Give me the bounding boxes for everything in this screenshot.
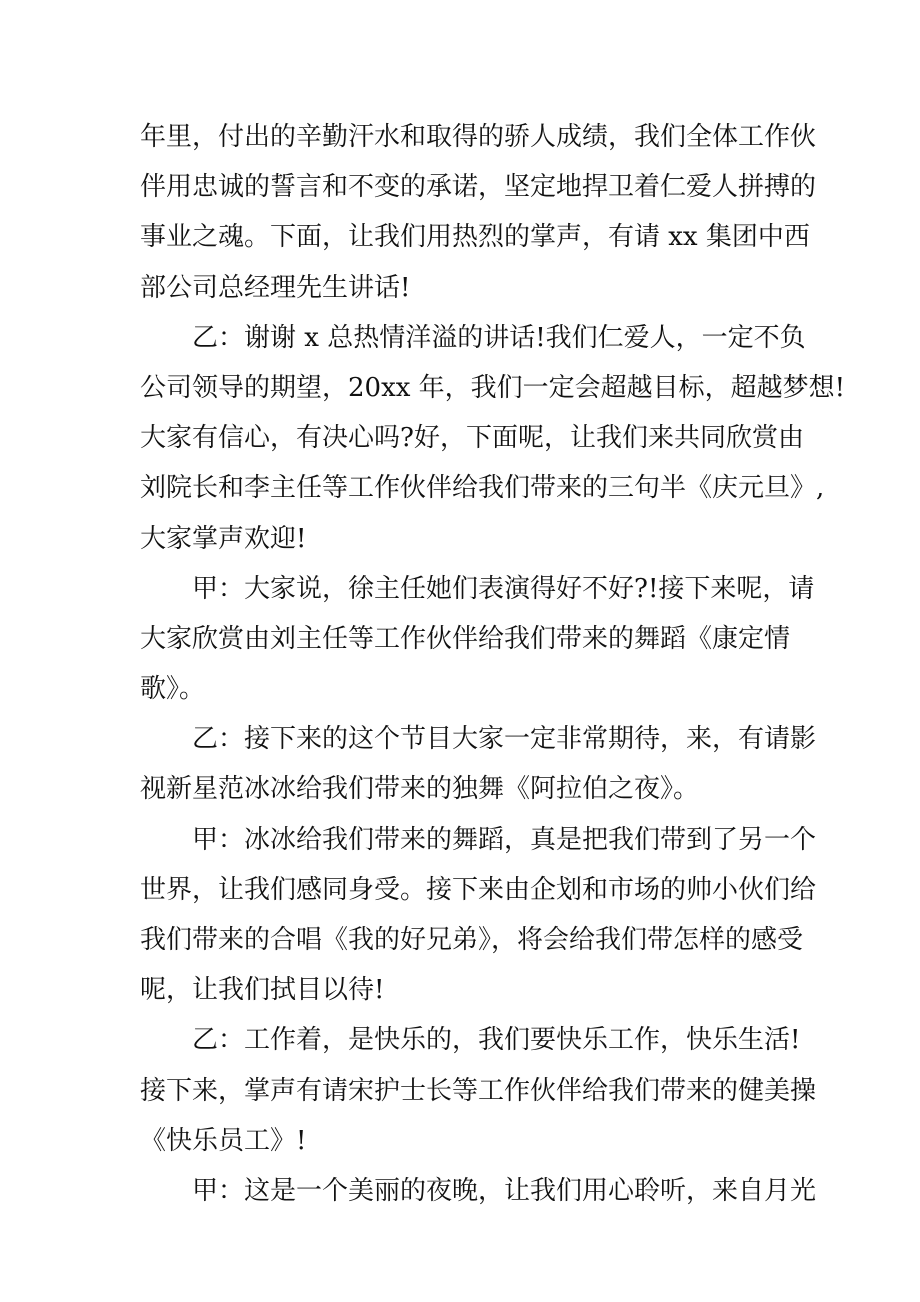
paragraph	[140, 714, 817, 814]
paragraph	[140, 112, 817, 313]
text-line: 刘院长和李主任等工作伙伴给我们带来的三句半《庆元旦》,	[140, 473, 825, 504]
text-line: 世界，让我们感同身受。接下来由企划和市场的帅小伙们给	[140, 874, 817, 905]
text-line: 公司领导的期望，20xx 年，我们一定会超越目标，超越梦想!	[140, 372, 846, 403]
text-line: 甲：这是一个美丽的夜晚，让我们用心聆听，来自月光	[140, 1175, 817, 1206]
text-line: 年里，付出的辛勤汗水和取得的骄人成绩，我们全体工作伙	[140, 122, 817, 152]
text-line: 甲：大家说，徐主任她们表演得好不好?!接下来呢，请	[140, 573, 815, 604]
text-line: 大家欣赏由刘主任等工作伙伴给我们带来的舞蹈《康定情	[140, 623, 791, 654]
paragraph	[140, 1166, 817, 1216]
paragraph	[140, 815, 817, 1016]
text-line: 部公司总经理先生讲话!	[140, 272, 411, 303]
text-line: 伴用忠诚的誓言和不变的承诺，坚定地捍卫着仁爱人拼搏的	[140, 172, 817, 203]
text-line: 接下来，掌声有请宋护士长等工作伙伴给我们带来的健美操	[140, 1075, 817, 1106]
text-line: 大家掌声欢迎!	[140, 523, 307, 554]
text-line: 乙：工作着，是快乐的，我们要快乐工作，快乐生活!	[140, 1025, 801, 1056]
text-line: 视新星范冰冰给我们带来的独舞《阿拉伯之夜》。	[140, 774, 700, 805]
text-line: 大家有信心，有决心吗?好，下面呢，让我们来共同欣赏由	[140, 423, 804, 454]
text-line: 呢，让我们拭目以待!	[140, 975, 385, 1006]
text-line: 事业之魂。下面，让我们用热烈的掌声，有请 xx 集团中西	[140, 222, 810, 253]
document-body	[140, 112, 846, 1216]
text-line: 乙：接下来的这个节目大家一定非常期待，来，有请影	[140, 724, 817, 755]
text-line: 歌》。	[140, 674, 206, 705]
text-line: 乙：谢谢 x 总热情洋溢的讲话!我们仁爱人，一定不负	[140, 322, 806, 353]
text-line: 《快乐员工》!	[140, 1125, 307, 1156]
text-line: 我们带来的合唱《我的好兄弟》，将会给我们带怎样的感受	[140, 925, 804, 955]
paragraph	[140, 1015, 817, 1166]
paragraph	[140, 313, 846, 564]
paragraph	[140, 564, 815, 715]
text-line: 甲：冰冰给我们带来的舞蹈，真是把我们带到了另一个	[140, 824, 817, 855]
